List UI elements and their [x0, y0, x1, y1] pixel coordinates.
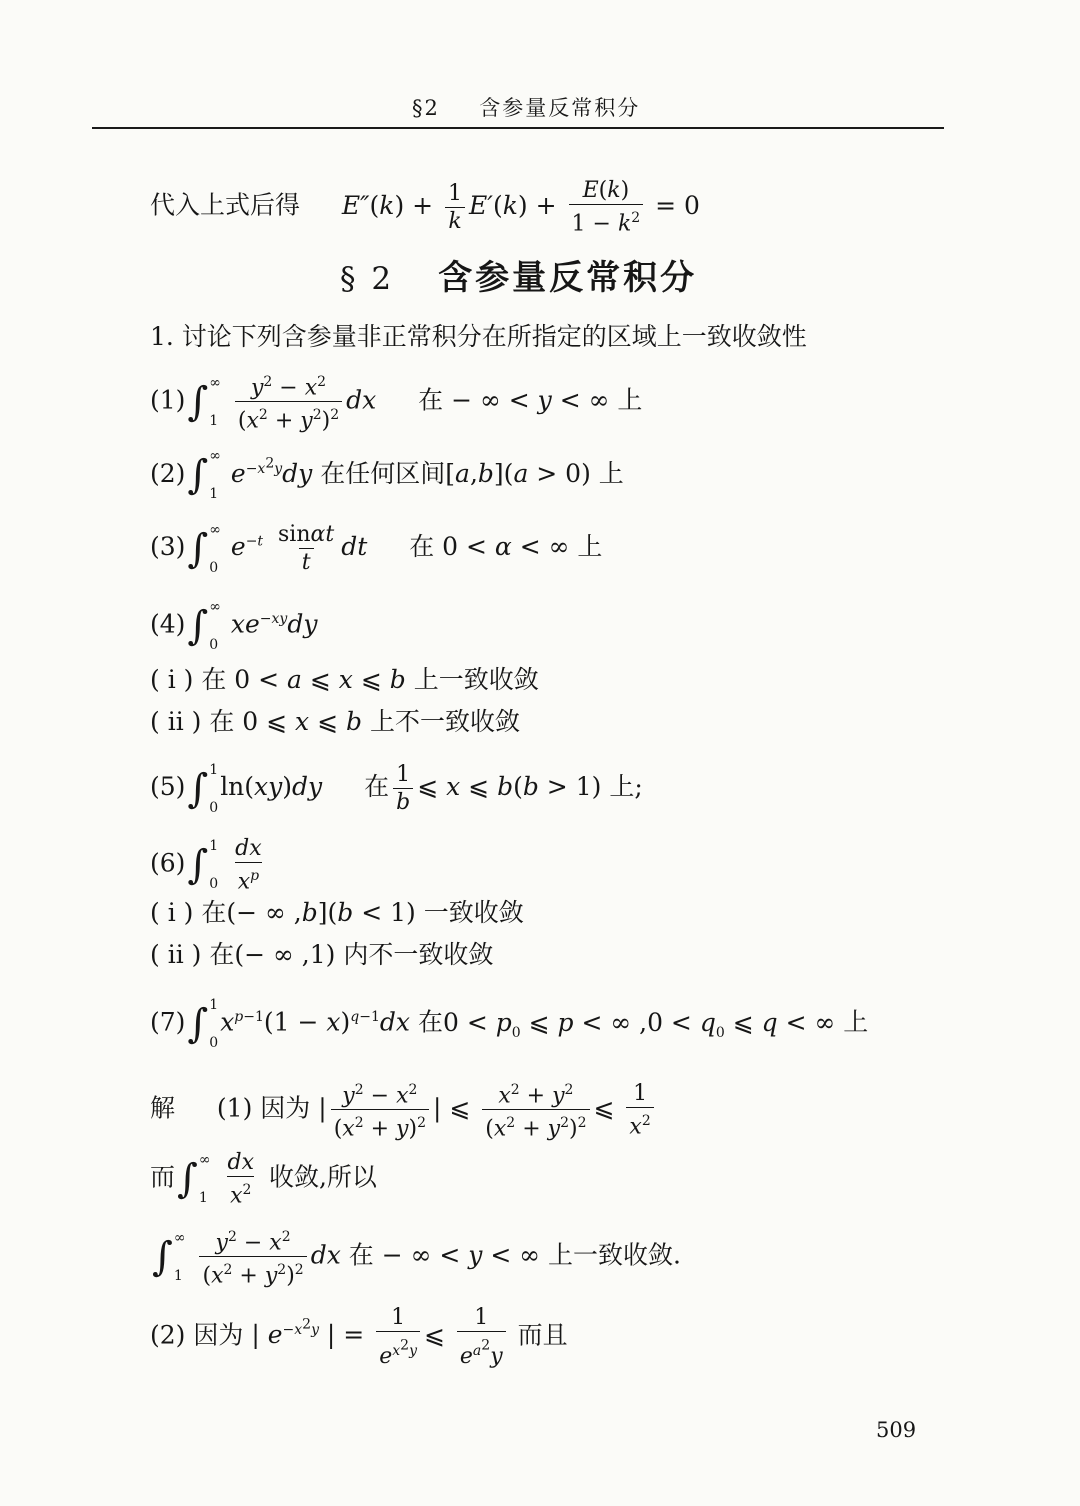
- running-header: [412, 92, 640, 122]
- integral-sign: ∫ ∞ 1: [187, 448, 221, 503]
- integral-sign: ∫ ∞ 1: [177, 1152, 211, 1207]
- item-5-domain: 在: [364, 772, 390, 801]
- item-6-i-tail: 一致收敛: [423, 898, 524, 927]
- item-6-ii-label: ( ⅱ ) 在: [150, 940, 235, 969]
- item-4-ii-label: ( ⅱ ) 在: [150, 707, 235, 736]
- item-4-ii: ( ⅱ ) 在 0 ⩽ x ⩽ b 上不一致收敛: [150, 707, 520, 736]
- item-6-ii-tail: 内不一致收敛: [343, 940, 494, 969]
- intro-text: 代入上式后得: [150, 190, 301, 220]
- item-7-label: (7): [150, 1007, 186, 1037]
- item-5-label: (5): [150, 772, 186, 801]
- integral-sign: ∫ ∞ 0: [187, 599, 221, 653]
- solution-1c-tail: 上一致收敛.: [548, 1240, 681, 1270]
- item-3: (3) ∫ ∞ 0 $e^{-t}$ $\frac{\sin\alpha t}{t}$ dt 在 0 < α < ∞ 上: [150, 521, 603, 576]
- item-1-domain: 在: [418, 385, 444, 415]
- item-4-ii-tail: 上不一致收敛: [369, 707, 520, 736]
- item-4: (4) ∫ ∞ 0 $xe^{-xy}dy$: [150, 599, 318, 653]
- item-5: (5) ∫ 1 0 ln(xy)dy 在 $\frac{1}{b}$ ⩽ x ⩽ b(b > 1) 上;: [150, 761, 643, 816]
- item-3-domain: 在: [409, 532, 435, 561]
- item-5-tail: 上;: [609, 772, 643, 801]
- solution-2-tail: 而且: [517, 1320, 568, 1350]
- solution-2-prefix: (2) 因为: [150, 1320, 244, 1350]
- header-section-number: §2: [412, 96, 440, 120]
- item-4-i-tail: 上一致收敛: [413, 665, 539, 694]
- integral-sign: ∫ ∞ 1: [152, 1229, 186, 1284]
- integral-sign: ∫ 1 0: [187, 997, 219, 1051]
- item-2-tail: 上: [598, 458, 624, 488]
- item-3-label: (3): [150, 532, 186, 561]
- solution-1b-tail: 收敛,所以: [268, 1162, 377, 1192]
- item-2-label: (2): [150, 458, 186, 488]
- problem-statement: 1. 讨论下列含参量非正常积分在所指定的区域上一致收敛性: [150, 322, 807, 351]
- header-section-title: 含参量反常积分: [479, 96, 641, 120]
- solution-label: 解: [150, 1093, 176, 1123]
- item-4-label: (4): [150, 609, 186, 639]
- solution-1b-line: 而 ∫ ∞ 1 $\frac{dx}{x^2}$ 收敛,所以: [150, 1150, 377, 1209]
- solution-1c-domain: 在: [348, 1240, 374, 1270]
- item-1-tail: 上: [617, 385, 643, 415]
- solution-2-line: (2) 因为 | $e^{-x^2y}$ | = $\frac{1}{e^{x^2y}}$ ⩽ $\frac{1}{e^{a^2}y}$ 而且: [150, 1305, 568, 1369]
- integral-sign: ∫ ∞ 0: [187, 521, 221, 576]
- item-3-tail: 上: [577, 532, 603, 561]
- item-4-i-label: ( ⅰ ) 在: [150, 665, 227, 694]
- item-4-i: ( ⅰ ) 在 0 < a ⩽ x ⩽ b 上一致收敛: [150, 665, 539, 694]
- section-title: [340, 250, 697, 299]
- section-title-text: 含参量反常积分: [438, 258, 698, 298]
- item-1-label: (1): [150, 385, 186, 415]
- item-7-tail: 上: [843, 1007, 869, 1037]
- item-1: (1) ∫ ∞ 1 $\frac{y^2 - x^2}{(x^2 + y^2)^2}$ dx 在 − ∞ < y < ∞ 上: [150, 374, 643, 434]
- integral-sign: ∫ ∞ 1: [187, 374, 221, 429]
- section-number: § 2: [340, 261, 395, 297]
- item-2-domain: 在任何区间: [320, 458, 446, 488]
- solution-1-prefix: (1) 因为: [216, 1093, 311, 1123]
- integral-sign: ∫ 1 0: [187, 838, 219, 893]
- item-6-ii: ( ⅱ ) 在(− ∞ ,1) 内不一致收敛: [150, 940, 494, 969]
- page-number: 509: [876, 1418, 917, 1442]
- intro-equation: E″(k) + $\frac{1}{k}$ E′(k) + $\frac{E(k)}{1 - k^2}$ = 0: [341, 178, 700, 237]
- item-6-i-label: ( ⅰ ) 在: [150, 898, 227, 927]
- solution-1-line: 解 (1) 因为 | $\frac{y^2 - x^2}{(x^2 + y)^2}$ | ⩽ $\frac{x^2 + y^2}{(x^2 + y^2)^2}$ ⩽ $\frac{1}{x^2}$: [150, 1078, 658, 1142]
- item-6-i: ( ⅰ ) 在(− ∞ ,b](b < 1) 一致收敛: [150, 898, 524, 927]
- solution-1c-line: ∫ ∞ 1 $\frac{y^2 - x^2}{(x^2 + y^2)^2}$ dx 在 − ∞ < y < ∞ 上一致收敛.: [152, 1229, 681, 1289]
- item-2: (2) ∫ ∞ 1 $e^{-x^2y}dy$ 在任何区间[a,b](a > 0) 上: [150, 448, 624, 503]
- item-6: (6) ∫ 1 0 $\frac{dx}{x^p}$: [150, 836, 262, 895]
- solution-1b-prefix: 而: [150, 1162, 176, 1192]
- item-7: (7) ∫ 1 0 $x^{p-1}(1 - x)^{q-1}dx$ 在$0 < p_0$ ⩽ p < ∞ $,0 < q_0$ ⩽ q < ∞ 上: [150, 997, 869, 1051]
- intro-equation-line: [150, 178, 700, 236]
- integral-sign: ∫ 1 0: [187, 761, 219, 816]
- header-rule: [92, 127, 944, 129]
- item-6-label: (6): [150, 848, 186, 878]
- item-7-domain: 在: [417, 1007, 443, 1037]
